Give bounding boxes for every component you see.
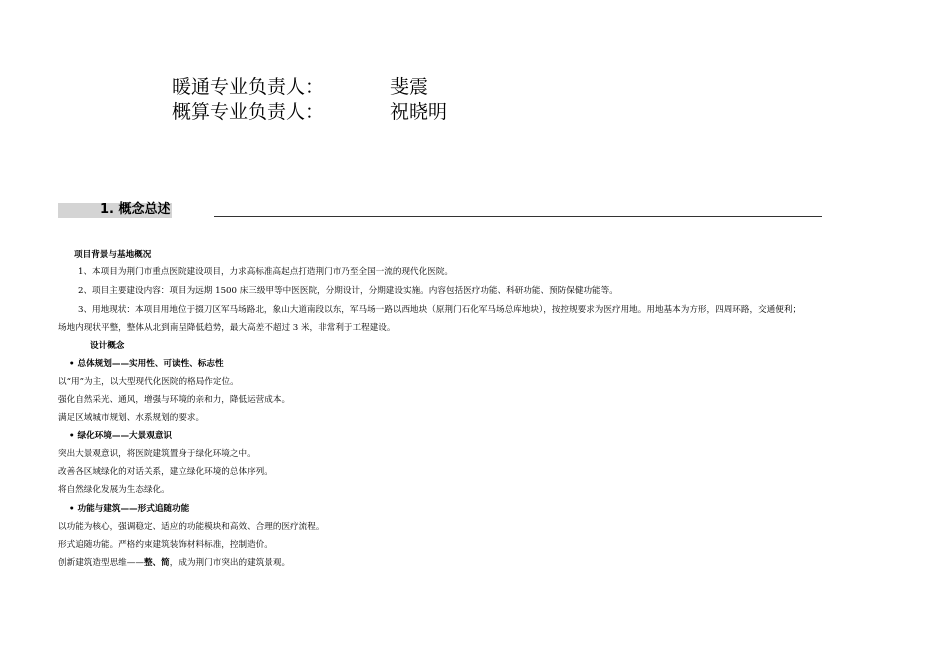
section-divider xyxy=(214,216,822,217)
design-line: 满足区域城市规划、水系规划的要求。 xyxy=(58,413,205,423)
design-group-title-planning: • 总体规划——实用性、可读性、标志性 xyxy=(69,359,224,369)
design-line: 以功能为核心，强调稳定、适应的功能模块和高效、合理的医疗流程。 xyxy=(58,522,325,532)
background-heading: 项目背景与基地概况 xyxy=(74,250,152,260)
design-line: 以“用”为主，以大型现代化医院的格局作定位。 xyxy=(58,377,239,387)
background-paragraph-3-line-2: 场地内现状平整，整体从北到南呈降低趋势，最大高差不超过 3 米，非常利于工程建设。 xyxy=(58,323,396,333)
background-paragraph-2: 2、项目主要建设内容：项目为远期 1500 床三级甲等中医医院，分期设计，分期建设实施。内容包括医疗功能、科研功能、预防保健功能等。 xyxy=(78,286,618,296)
innovation-prefix: 创新建筑造型思维—— xyxy=(58,558,144,568)
section-title: 1. 概念总述 xyxy=(100,202,171,217)
design-line: 形式追随功能。严格约束建筑装饰材料标准，控制造价。 xyxy=(58,540,273,550)
design-line: 突出大景观意识，将医院建筑置身于绿化环境之中。 xyxy=(58,449,256,459)
design-line: 强化自然采光、通风，增强与环境的亲和力，降低运营成本。 xyxy=(58,395,291,405)
innovation-emphasis: 整、简 xyxy=(143,558,170,568)
innovation-suffix: ，成为荆门市突出的建筑景观。 xyxy=(169,558,291,568)
design-group-title-greening: • 绿化环境——大景观意识 xyxy=(69,431,173,441)
design-line: 改善各区域绿化的对话关系，建立绿化环境的总体序列。 xyxy=(58,467,273,477)
design-heading: 设计概念 xyxy=(90,341,125,351)
lead-name-hvac: 斐震 xyxy=(390,76,429,98)
design-line-innovation xyxy=(58,557,290,569)
background-paragraph-1: 1、本项目为荆门市重点医院建设项目，力求高标准高起点打造荆门市乃至全国一流的现代化医院。 xyxy=(78,267,454,277)
design-line: 将自然绿化发展为生态绿化。 xyxy=(58,485,170,495)
lead-role-hvac: 暖通专业负责人： xyxy=(172,76,325,98)
background-paragraph-3-line-1: 3、用地现状：本项目用地位于掇刀区军马场路北，象山大道南段以东，军马场一路以西地块（原荆门石化军马场总库地块），按控规要求为医疗用地。用地基本为方形，四周环路，交通便利； xyxy=(78,305,802,315)
lead-name-estimate: 祝晓明 xyxy=(390,101,448,123)
lead-role-estimate: 概算专业负责人： xyxy=(172,101,325,123)
design-group-title-function: • 功能与建筑——形式追随功能 xyxy=(69,504,190,514)
